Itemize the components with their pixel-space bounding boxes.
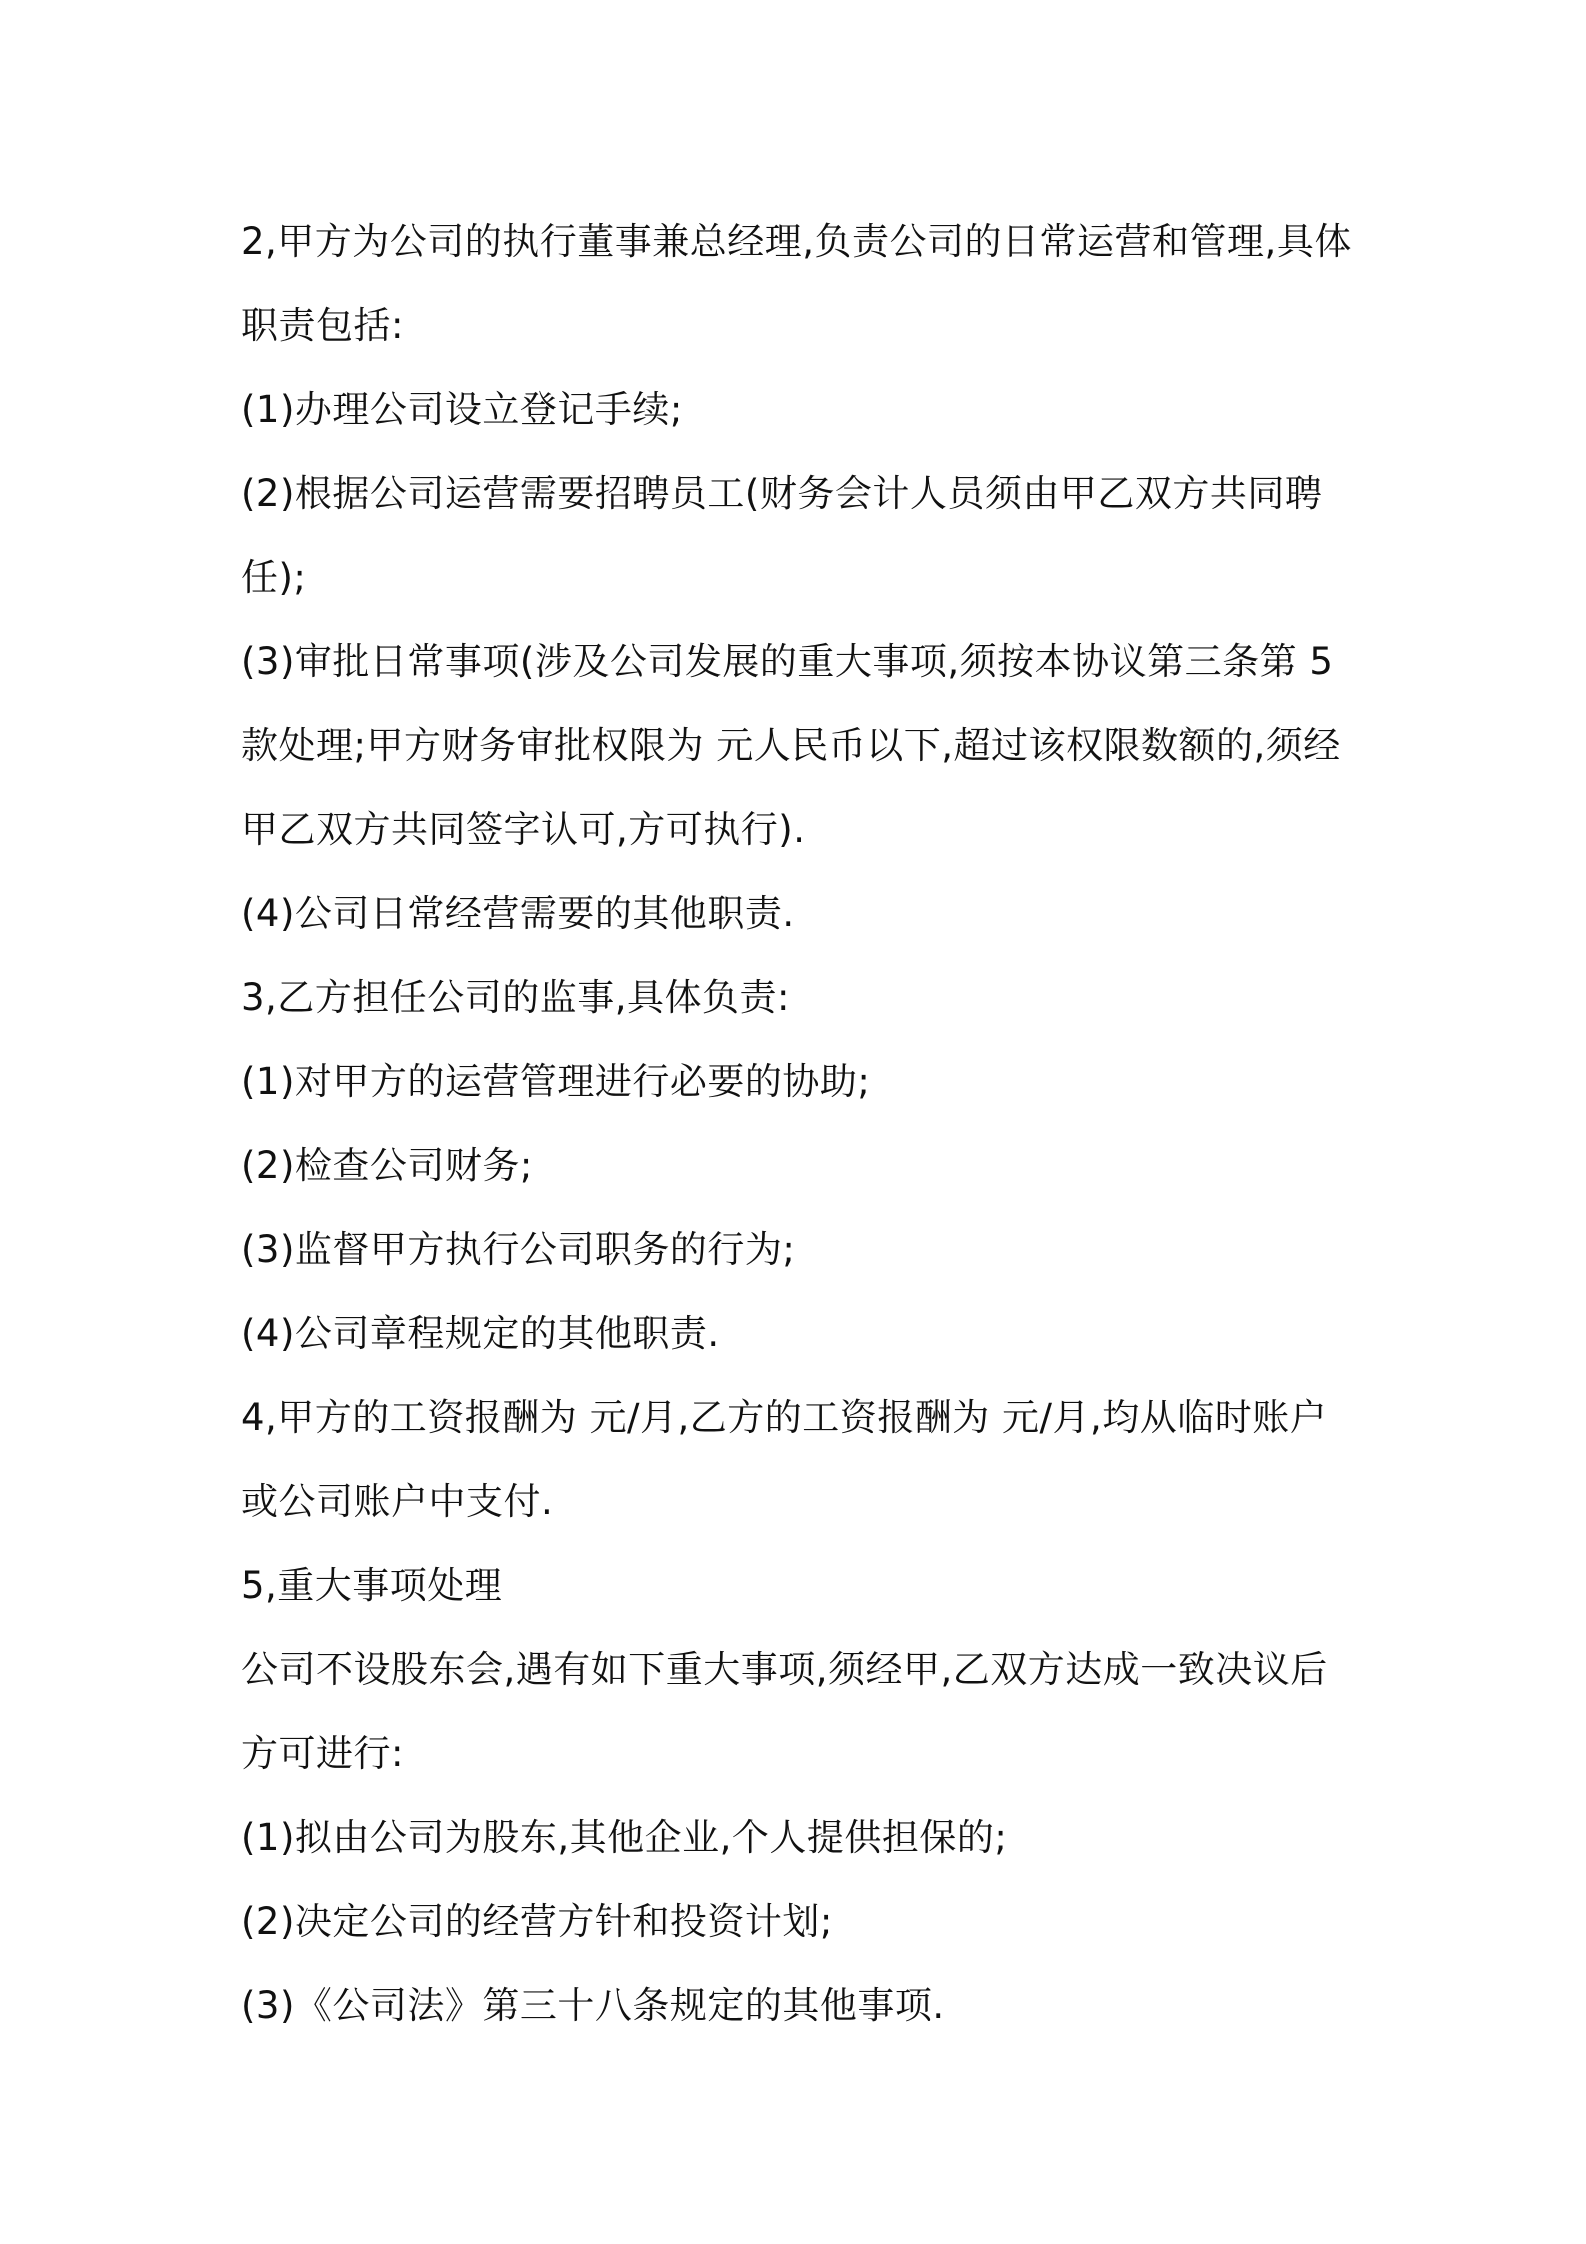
text-line: (3)监督甲方执行公司职务的行为; (241, 1228, 796, 1271)
text-line: (4)公司章程规定的其他职责. (241, 1312, 720, 1355)
text-line: 方可进行: (241, 1732, 404, 1775)
text-line: (4)公司日常经营需要的其他职责. (241, 892, 795, 935)
text-line: (1)拟由公司为股东,其他企业,个人提供担保的; (241, 1816, 1008, 1859)
text-line: (3)《公司法》第三十八条规定的其他事项. (241, 1984, 945, 2027)
text-line: (2)决定公司的经营方针和投资计划; (241, 1900, 833, 1943)
text-line: (1)办理公司设立登记手续; (241, 388, 683, 431)
text-line: 2,甲方为公司的执行董事兼总经理,负责公司的日常运营和管理,具体 (241, 220, 1352, 263)
text-line: 款处理;甲方财务审批权限为 元人民币以下,超过该权限数额的,须经 (241, 724, 1341, 767)
text-line: 职责包括: (241, 304, 404, 347)
text-line: (2)检查公司财务; (241, 1144, 533, 1187)
document-body (241, 200, 1361, 2048)
text-line: 或公司账户中支付. (241, 1480, 554, 1523)
text-line: 5,重大事项处理 (241, 1564, 503, 1607)
text-line: (2)根据公司运营需要招聘员工(财务会计人员须由甲乙双方共同聘 (241, 472, 1323, 515)
text-line: 公司不设股东会,遇有如下重大事项,须经甲,乙双方达成一致决议后 (241, 1648, 1328, 1691)
text-line: 任); (241, 556, 307, 599)
text-line: 3,乙方担任公司的监事,具体负责: (241, 976, 791, 1019)
text-line: 甲乙双方共同签字认可,方可执行). (241, 808, 806, 851)
text-line: 4,甲方的工资报酬为 元/月,乙方的工资报酬为 元/月,均从临时账户 (241, 1396, 1328, 1439)
text-line: (3)审批日常事项(涉及公司发展的重大事项,须按本协议第三条第 5 (241, 640, 1334, 683)
text-line: (1)对甲方的运营管理进行必要的协助; (241, 1060, 871, 1103)
